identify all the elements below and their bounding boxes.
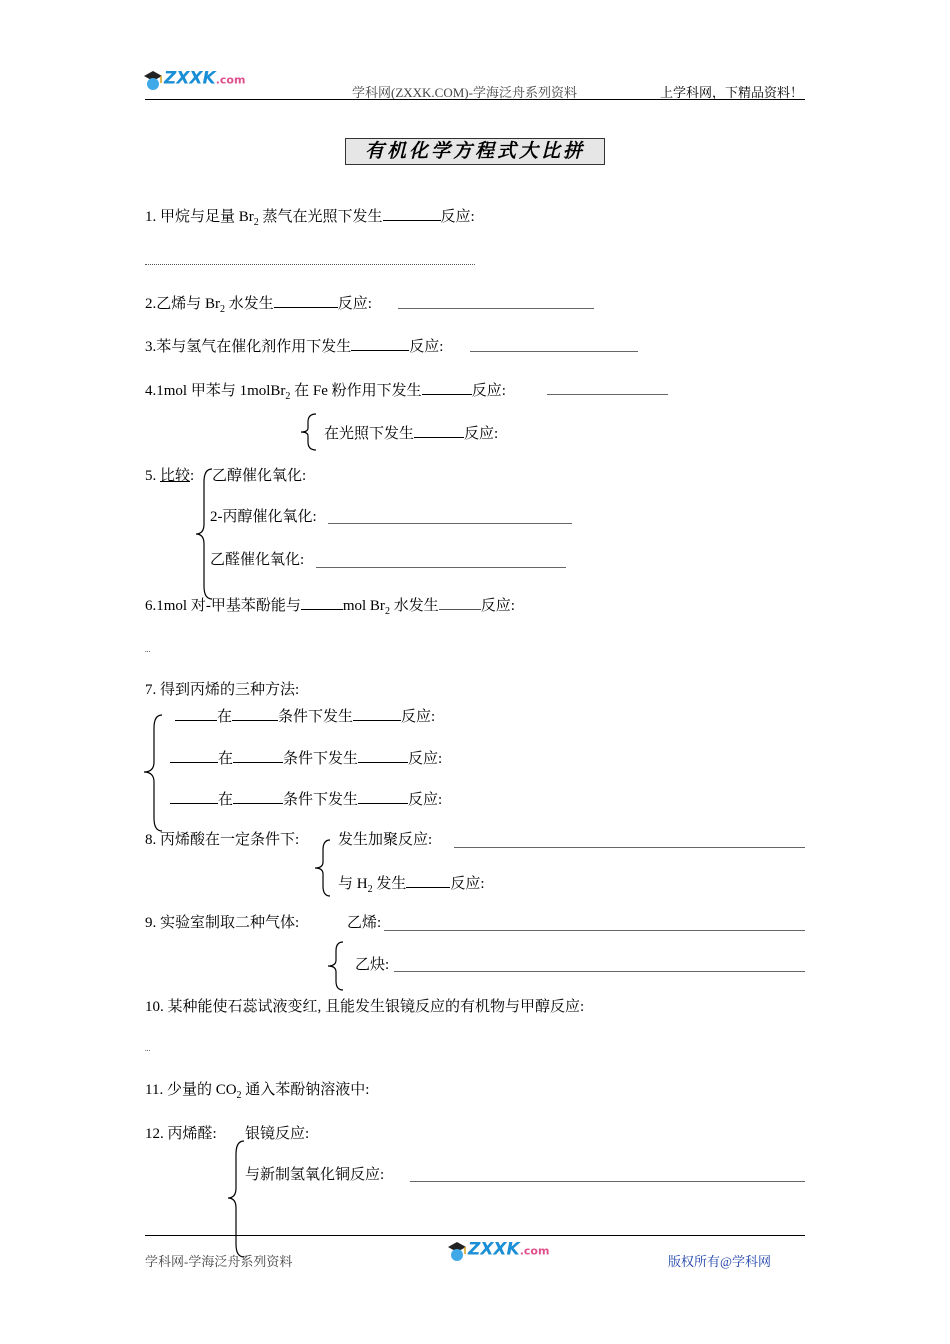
question-6: 6.1mol 对-甲基苯酚能与 mol $Br_2$ 水发生 反应: — [145, 595, 515, 615]
question-6-tail: ... — [145, 646, 151, 654]
page-title: 有机化学方程式大比拼 — [345, 138, 605, 165]
question-9-item1: 乙烯: — [347, 915, 382, 931]
question-5-item2: 2-丙醇催化氧化: — [210, 509, 317, 525]
question-7: 7. 得到丙烯的三种方法: — [145, 682, 300, 698]
brace-q8 — [312, 838, 334, 898]
question-4-line2: 在光照下发生 反应: — [324, 423, 498, 443]
answer-line-5b[interactable] — [328, 523, 572, 524]
question-9: 9. 实验室制取二种气体: — [145, 915, 300, 931]
question-4: 4.1mol 甲苯与 1molBr$_2$ 在 Fe 粉作用下发生 反应: — [145, 380, 506, 400]
answer-line-9a[interactable] — [384, 930, 805, 931]
answer-line-4[interactable] — [547, 394, 668, 395]
question-11: 11. 少量的 $CO_2$ 通入苯酚钠溶液中: — [145, 1082, 370, 1101]
header-rule — [145, 99, 805, 100]
header-center-text: 学科网(ZXXK.COM)-学海泛舟系列资料 — [352, 85, 577, 100]
question-7-method2: 在 条件下发生 反应: — [170, 748, 442, 768]
answer-line-9b[interactable] — [394, 971, 805, 972]
brace-q9 — [325, 940, 347, 992]
question-12-item1: 银镜反应: — [245, 1126, 310, 1142]
answer-line-8a[interactable] — [454, 847, 805, 848]
question-2: 2.乙烯与 $Br_2$ 水发生 反应: — [145, 293, 372, 313]
question-8-item2: 与 $H_2$ 发生 反应: — [338, 873, 485, 893]
answer-line-12b[interactable] — [410, 1181, 805, 1182]
footer-right-text: 版权所有@学科网 — [668, 1254, 771, 1269]
answer-line-5c[interactable] — [316, 567, 566, 568]
brace-q7 — [140, 712, 166, 834]
question-12: 12. 丙烯醛: — [145, 1126, 217, 1142]
question-8-item1: 发生加聚反应: — [338, 832, 433, 848]
graduation-cap-icon — [142, 68, 164, 92]
brace-q4 — [298, 412, 320, 452]
footer-logo: ZXXK.com — [446, 1239, 549, 1263]
question-12-item2: 与新制氢氧化铜反应: — [245, 1167, 385, 1183]
question-10-tail: ... — [145, 1045, 151, 1053]
graduation-cap-icon — [446, 1239, 468, 1263]
answer-line-3[interactable] — [470, 351, 638, 352]
question-3: 3.苯与氢气在催化剂作用下发生 反应: — [145, 336, 443, 356]
question-8: 8. 丙烯酸在一定条件下: — [145, 832, 300, 848]
header-logo: ZXXK.com — [142, 68, 245, 92]
question-10: 10. 某种能使石蕊试液变红, 且能发生银镜反应的有机物与甲醇反应: — [145, 999, 585, 1015]
question-5-item3: 乙醛催化氧化: — [210, 552, 305, 568]
header-right-text: 上学科网，下精品资料！ — [660, 85, 804, 100]
footer-left-text: 学科网-学海泛舟系列资料 — [145, 1254, 293, 1269]
question-7-method3: 在 条件下发生 反应: — [170, 789, 442, 809]
question-5: 5. 比较: — [145, 468, 195, 484]
footer-rule — [145, 1235, 805, 1236]
answer-line-2[interactable] — [398, 308, 594, 309]
question-1: 1. 甲烷与足量 $Br_2$ 蒸气在光照下发生 反应: — [145, 206, 475, 226]
brace-q5 — [192, 466, 214, 602]
question-9-item2: 乙炔: — [355, 957, 390, 973]
brace-q12 — [224, 1138, 246, 1260]
question-7-method1: 在 条件下发生 反应: — [175, 706, 435, 726]
answer-line-1[interactable] — [145, 264, 475, 265]
question-5-item1: 乙醇催化氧化: — [212, 468, 307, 484]
